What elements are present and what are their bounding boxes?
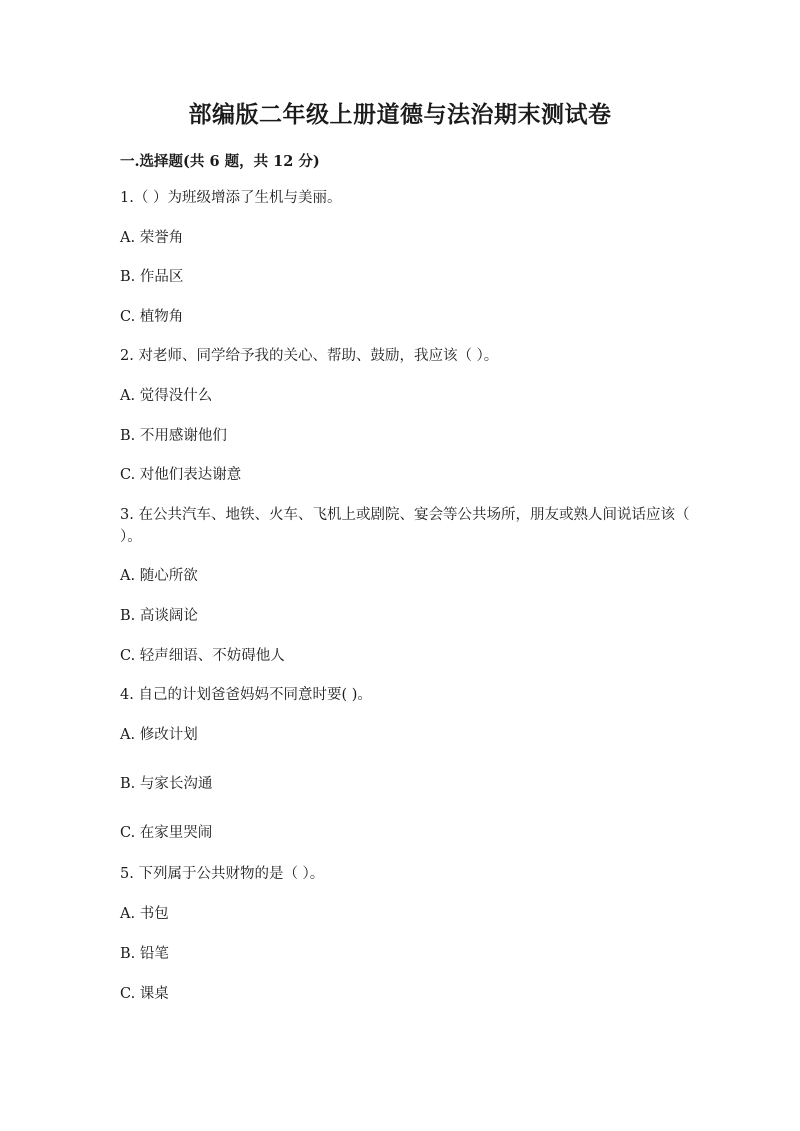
question-3-option-b: B. 高谈阔论: [120, 608, 198, 624]
question-2-option-c: C. 对他们表达谢意: [120, 467, 242, 483]
question-5-option-c: C. 课桌: [120, 986, 169, 1002]
question-2-option-a: A. 觉得没什么: [120, 388, 213, 404]
question-2-stem: 2. 对老师、同学给予我的关心、帮助、鼓励，我应该（ ）。: [120, 348, 499, 364]
question-3-option-c: C. 轻声细语、不妨碍他人: [120, 648, 285, 664]
question-5-option-b: B. 铅笔: [120, 946, 169, 962]
question-2-option-b: B. 不用感谢他们: [120, 428, 227, 444]
question-4-option-c: C. 在家里哭闹: [120, 825, 213, 841]
question-3-stem: 3. 在公共汽车、地铁、火车、飞机上或剧院、宴会等公共场所，朋友或熟人间说话应该（ ）。: [120, 507, 690, 545]
question-4-option-a: A. 修改计划: [120, 727, 198, 743]
question-1-option-c: C. 植物角: [120, 309, 184, 325]
question-4-stem: 4. 自己的计划爸爸妈妈不同意时要( )。: [120, 687, 372, 703]
page-title: 部编版二年级上册道德与法治期末测试卷: [188, 101, 612, 128]
question-4-option-b: B. 与家长沟通: [120, 776, 213, 792]
question-1-option-b: B. 作品区: [120, 269, 184, 285]
question-5-stem: 5. 下列属于公共财物的是（ ）。: [120, 866, 325, 882]
question-3-option-a: A. 随心所欲: [120, 568, 198, 584]
question-5-option-a: A. 书包: [120, 906, 169, 922]
section-heading: 一.选择题(共 6 题，共 12 分): [120, 153, 320, 170]
question-1-option-a: A. 荣誉角: [120, 230, 184, 246]
question-1-stem: 1.（ ）为班级增添了生机与美丽。: [120, 190, 342, 206]
